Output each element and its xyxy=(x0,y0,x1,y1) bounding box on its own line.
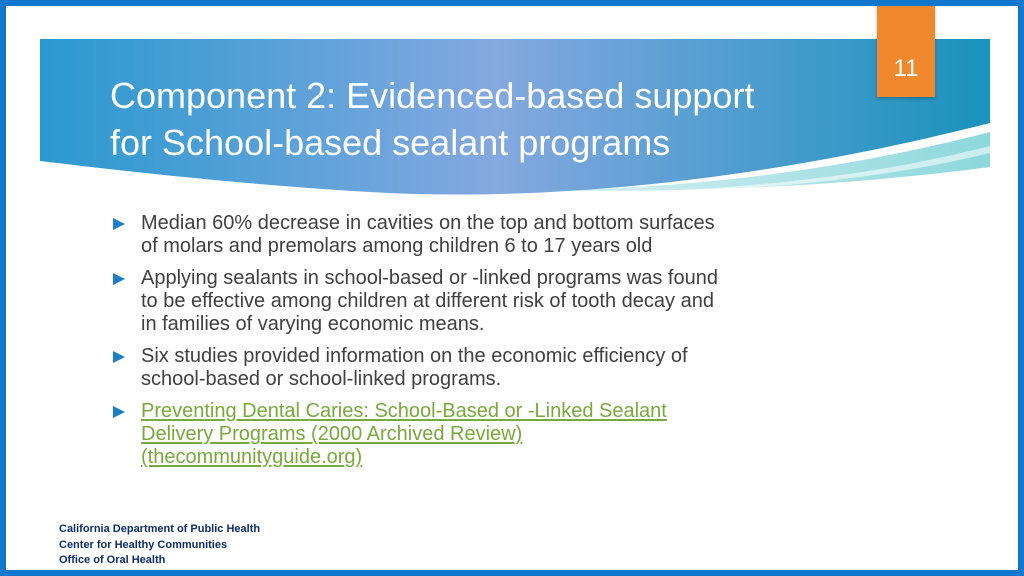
bullet-line: school-based or school-linked programs. xyxy=(141,368,502,390)
reference-link-line[interactable]: Preventing Dental Caries: School-Based or -Linked Sealant xyxy=(141,400,667,422)
bullet-item-effectiveness xyxy=(113,267,833,336)
reference-link-line[interactable]: (thecommunityguide.org) xyxy=(141,446,363,468)
footer-line: California Department of Public Health xyxy=(59,523,261,535)
bullet-item-cavities-decrease xyxy=(113,212,833,258)
bullet-arrow-icon xyxy=(113,351,125,363)
bullet-line: Applying sealants in school-based or -linked programs was found xyxy=(141,267,718,289)
footer-organization xyxy=(59,522,260,569)
bullet-arrow-icon xyxy=(113,406,125,418)
bullet-line: of molars and premolars among children 6 to 17 years old xyxy=(141,235,653,257)
slide-title-line: for School-based sealant programs xyxy=(110,122,671,163)
footer-line: Office of Oral Health xyxy=(59,554,166,566)
slide-title xyxy=(110,72,850,166)
bullet-text xyxy=(141,345,833,391)
bullet-line: in families of varying economic means. xyxy=(141,313,485,335)
slide-number-badge xyxy=(877,6,935,97)
reference-link-line[interactable]: Delivery Programs (2000 Archived Review) xyxy=(141,423,523,445)
bullet-arrow-icon xyxy=(113,273,125,285)
bullet-list xyxy=(113,212,833,478)
footer-line: Center for Healthy Communities xyxy=(59,538,228,551)
bullet-text xyxy=(141,212,833,258)
slide-number: 11 xyxy=(893,55,919,82)
bullet-line: to be effective among children at different risk of tooth decay and xyxy=(141,290,714,312)
bullet-text xyxy=(141,267,833,336)
slide-title-line: Component 2: Evidenced-based support xyxy=(110,75,755,116)
bullet-item-reference-link xyxy=(113,400,833,469)
reference-link[interactable] xyxy=(141,400,833,469)
bullet-line: Median 60% decrease in cavities on the top and bottom surfaces xyxy=(141,212,715,234)
bullet-arrow-icon xyxy=(113,218,125,230)
bullet-item-economic-efficiency xyxy=(113,345,833,391)
bullet-line: Six studies provided information on the economic efficiency of xyxy=(141,345,688,367)
